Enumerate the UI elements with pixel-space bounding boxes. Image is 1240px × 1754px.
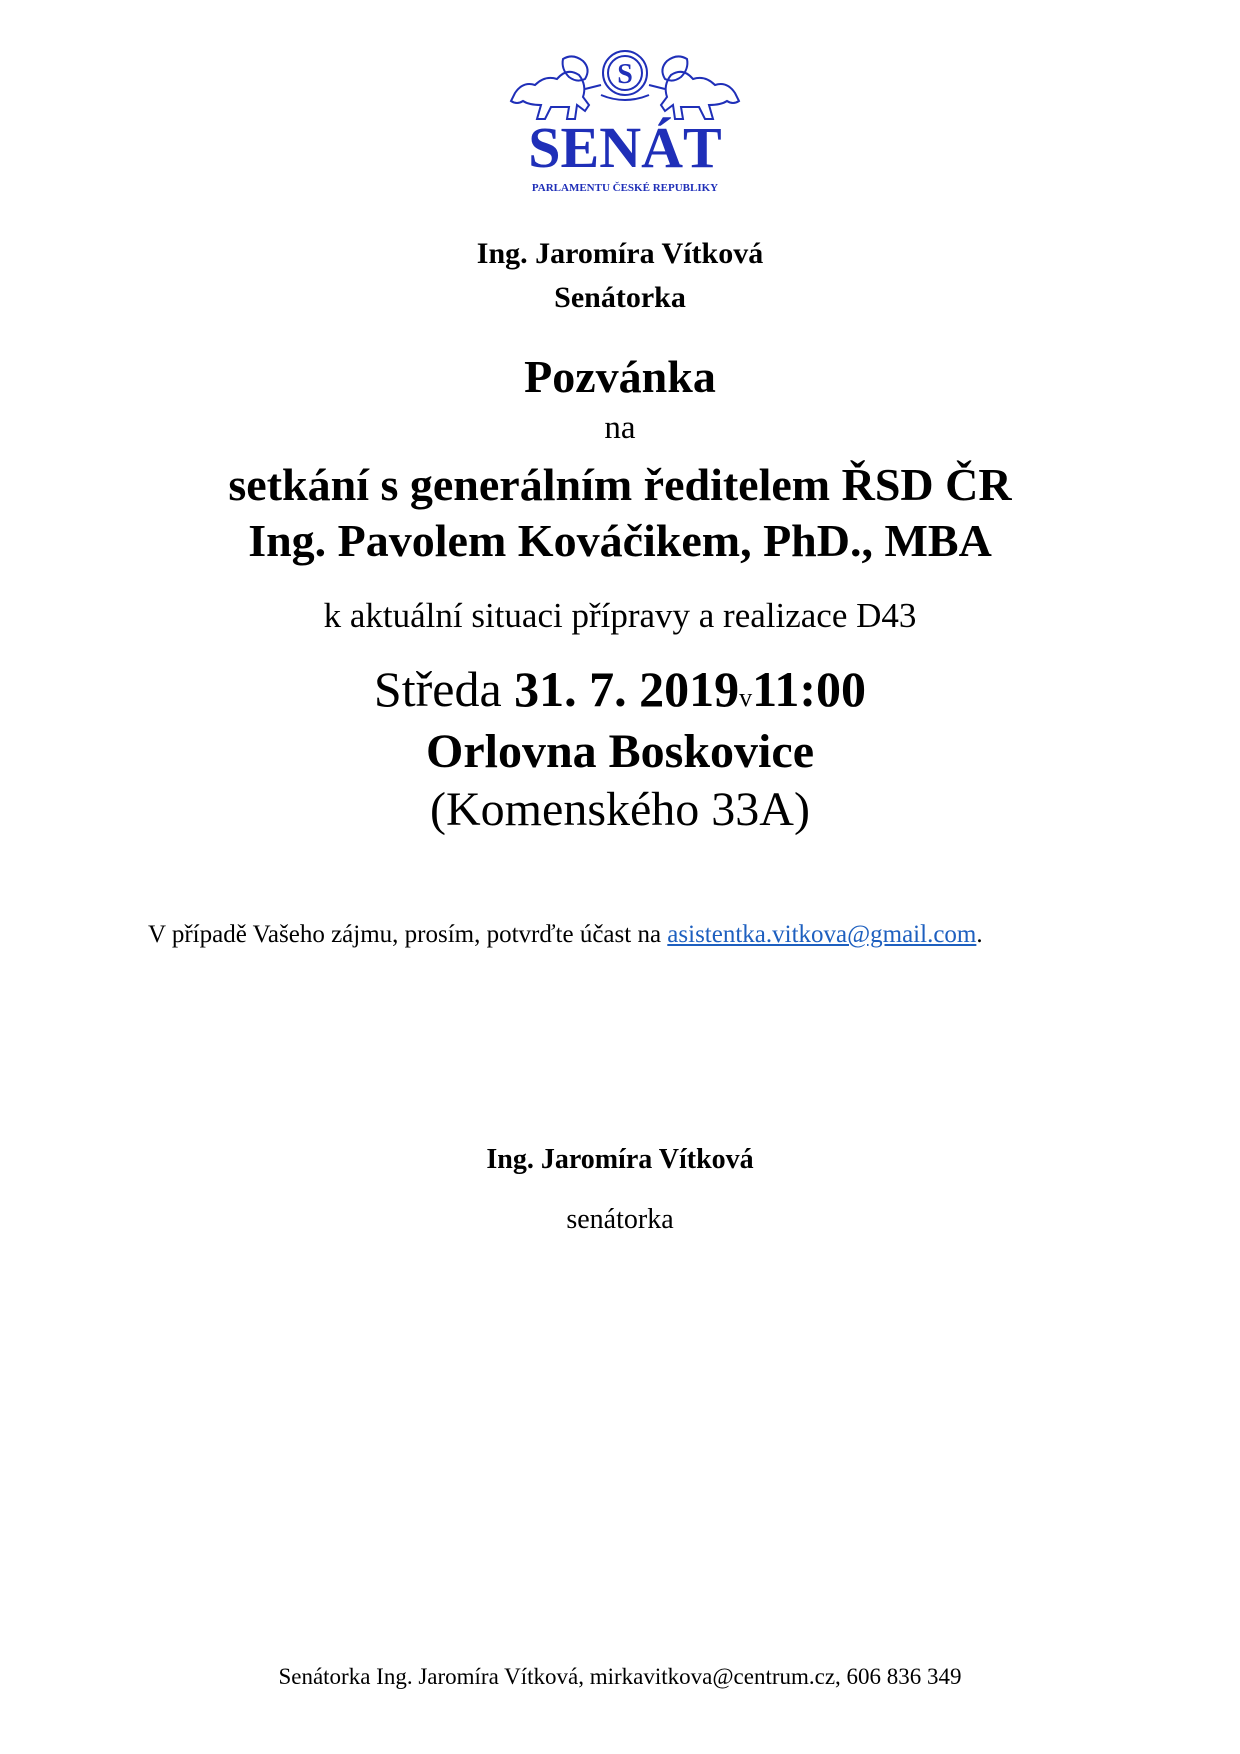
event-place: Orlovna Boskovice — [425, 725, 814, 778]
event-address: (Komenského 33A) — [430, 783, 810, 836]
event-time-prefix: v — [739, 683, 753, 712]
invitation-topic: k aktuální situaci přípravy a realizace D43 — [323, 596, 917, 635]
rsvp-text: V případě Vašeho zájmu, prosím, potvrďte účast na — [148, 921, 662, 948]
event-day: Středa — [373, 661, 502, 717]
invitation-na: na — [604, 410, 636, 446]
senat-logo — [505, 45, 745, 205]
invitation-subject-line2: Ing. Pavolem Kováčikem, PhD., MBA — [248, 515, 992, 566]
signature-name: Ing. Jaromíra Vítková — [486, 1144, 754, 1175]
author-name: Ing. Jaromíra Vítková — [476, 237, 764, 270]
svg-text:S: S — [617, 59, 633, 90]
rsvp-email-link[interactable]: asistentka.vitkova@gmail.com — [667, 921, 977, 948]
rsvp-paragraph — [148, 918, 983, 952]
signature-role: senátorka — [566, 1204, 674, 1235]
invitation-title: Pozvánka — [524, 351, 716, 402]
event-date: 31. 7. 2019 — [514, 661, 740, 717]
senat-emblem-icon — [505, 45, 745, 205]
event-time: 11:00 — [752, 661, 867, 717]
logo-subtitle: PARLAMENTU ČESKÉ REPUBLIKY — [531, 182, 719, 194]
author-block — [0, 232, 1240, 320]
rsvp-end: . — [976, 921, 983, 948]
logo-name: SENÁT — [528, 115, 722, 180]
event-datetime — [0, 658, 1240, 729]
page-footer: Senátorka Ing. Jaromíra Vítková, mirkavitkova@centrum.cz, 606 836 349 — [278, 1664, 962, 1689]
author-role: Senátorka — [554, 281, 686, 314]
invitation-subject-line1: setkání s generálním ředitelem ŘSD ČR — [228, 459, 1012, 510]
